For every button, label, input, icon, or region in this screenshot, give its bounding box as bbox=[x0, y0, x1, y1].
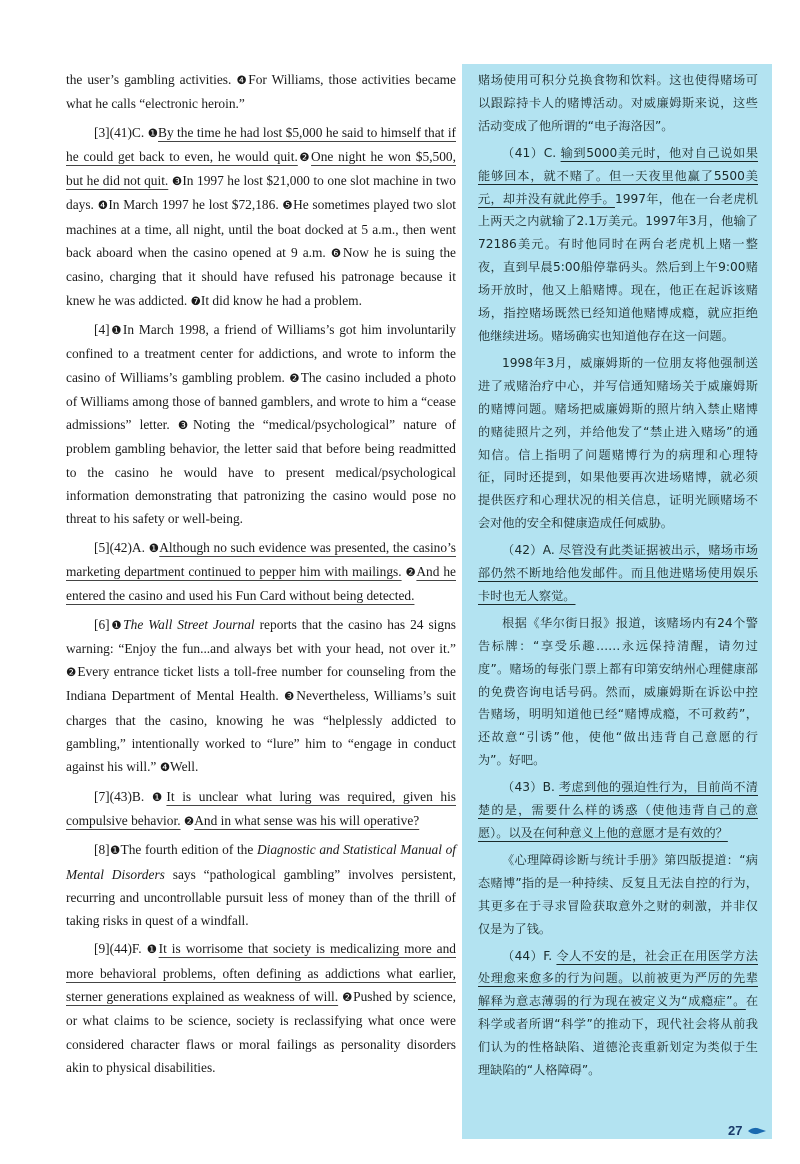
paragraph-number: [9](44)F. bbox=[94, 941, 147, 957]
translation-continuation: 赌场使用可积分兑换食物和饮料。这也使得赌场可以跟踪持卡人的赌博活动。对威廉姆斯来说，这些活动变成了他所谓的“电子海洛因”。 bbox=[478, 73, 758, 133]
answer-label: （43）B. bbox=[502, 780, 560, 795]
sentence-marker: ❷ bbox=[66, 665, 78, 680]
paragraph-8: [8]❶The fourth edition of the Diagnostic and Statistical Manual of Mental Disorders says “pathological gambling” involves persistent, recurring and uncontrollable pursuit less of money than of the thrill of taking risks in quest of a windfall. bbox=[66, 842, 456, 929]
sentence-marker: ❷ bbox=[289, 370, 301, 385]
sentence-marker: ❼ bbox=[190, 293, 201, 308]
paragraph-continuation: the user’s gambling activities. ❹For Williams, those activities became what he calls “electronic heroin.” bbox=[66, 72, 456, 112]
paragraph-7 bbox=[66, 785, 456, 834]
english-text-column bbox=[66, 68, 456, 1084]
translation-paragraph-6: 根据《华尔街日报》报道，该赌场内有24个警告标牌：“享受乐趣……永远保持清醒，请勿过度”。赌场的每张门票上都有印第安纳州心理健康部的免费咨询电话号码。然而，威廉姆斯在诉讼中控告赌场，明明知道他已经“赌博成瘾，不可救药”，还故意“引诱”他，使他“做出违背自己意愿的行为”。好吧。 bbox=[478, 615, 758, 768]
publication-title: The Wall Street Journal bbox=[123, 616, 255, 632]
paragraph-number: [7](43)B. bbox=[94, 788, 152, 804]
answer-sentence: By the time he had lost $5,000 he said to himself that if he could get back to even, he would quit. bbox=[66, 124, 456, 164]
answer-label: （41）C. bbox=[502, 145, 561, 160]
answer-translation: 尽管没有此类证据被出示，赌场市场部仍然不断地给他发邮件。而且他进赌场使用娱乐卡时也无人察觉。 bbox=[478, 543, 758, 603]
sentence-marker: ❺ bbox=[282, 198, 294, 213]
sentence-marker: ❶ bbox=[109, 617, 124, 632]
paragraph-5 bbox=[66, 536, 456, 608]
sentence-marker: ❶ bbox=[109, 322, 123, 337]
sentence-marker: ❸ bbox=[171, 174, 183, 189]
paragraph-number: [5](42)A. bbox=[94, 539, 149, 555]
translation-paragraph-5 bbox=[478, 539, 758, 608]
sentence-marker: ❷ bbox=[297, 149, 312, 164]
sentence-marker: ❶ bbox=[146, 942, 159, 957]
sentence-marker: ❸ bbox=[284, 689, 297, 704]
sentence-marker: ❶ bbox=[109, 843, 121, 858]
translation-paragraph-8: 《心理障碍诊断与统计手册》第四版提道：“病态赌博”指的是一种持续、反复且无法自控的行为，其更多在于寻求冒险获取意外之财的刺激，并非仅仅是为了钱。 bbox=[478, 852, 758, 936]
answer-sentence: It is worrisome that society is medicalizing more and more behavioral problems, often defining as addictions what earlier, sterner generations explained as weakness of will. bbox=[66, 941, 456, 1004]
paragraph-number: [3](41)C. bbox=[94, 124, 148, 140]
sentence-marker: ❻ bbox=[330, 246, 343, 261]
answer-label: （42）A. bbox=[502, 543, 559, 558]
paragraph-number: [8] bbox=[94, 842, 110, 858]
page-number: 27 bbox=[728, 1123, 743, 1138]
answer-translation: 令人不安的是，社会正在用医学方法处理愈来愈多的行为问题。以前被更为严厉的先辈解释为意志薄弱的行为现在被定义为“成瘾症”。 bbox=[478, 948, 758, 1009]
sentence-marker: ❷ bbox=[183, 813, 195, 828]
sentence-marker: ❷ bbox=[405, 564, 417, 579]
page-arrow-icon bbox=[748, 1126, 766, 1136]
paragraph-number: [6] bbox=[94, 616, 110, 632]
answer-sentence: And he entered the casino and used his Fun Card without being detected. bbox=[66, 563, 456, 604]
sentence-marker: ❷ bbox=[342, 989, 354, 1004]
answer-sentence: And in what sense was his will operative? bbox=[194, 812, 420, 828]
paragraph-number: [4] bbox=[94, 321, 110, 337]
answer-sentence: Although no such evidence was presented, the casino’s marketing department continued to pepper him with mailings. bbox=[66, 539, 457, 579]
sentence-marker: ❹ bbox=[159, 760, 171, 775]
paragraph-4: [4]❶In March 1998, a friend of Williams’s got him involuntarily confined to a treatment center for addictions, and wrote to inform the casino of Williams’s gambling problem. ❷The casino included a photo of Williams among those of banned gamblers, and wrote to him a “cease admissions” letter. ❸Noting the “medical/psychological” nature of problem gambling behavior, the letter said that before being readmitted to the casino he would have to present medical/psychological information demonstrating that patronizing the casino would pose no threat to his safety or well-being. bbox=[66, 321, 457, 527]
paragraph-9: [9](44)F. ❶It is worrisome that society is medicalizing more and more behavioral problems, often defining as addictions what earlier, sterner generations explained as weakness of will. ❷Pushed by science, or what claims to be science, society is reclassifying what once were considered character flaws or moral failings as personality disorders akin to physical disabilities. bbox=[66, 941, 456, 1075]
sentence-marker: ❶ bbox=[151, 789, 167, 804]
sentence-marker: ❶ bbox=[148, 540, 160, 555]
paragraph-6: [6]❶The Wall Street Journal reports that the casino has 24 signs warning: “Enjoy the fun...and always bet with your head, not over it.” ❷Every entrance ticket lists a toll-free number for counseling from the Indiana Department of Mental Health. ❸Nevertheless, Williams’s suit charges that the casino, knowing he was “helplessly addicted to gambling,” intentionally worked to “lure” him to “engage in conduct against his will.” ❹Well. bbox=[66, 616, 457, 775]
answer-label: （44）F. bbox=[502, 948, 557, 963]
answer-translation: 考虑到他的强迫性行为，目前尚不清楚的是，需要什么样的诱惑（使他违背自己的意愿）。以及在何种意义上他的意愿才是有效的？ bbox=[478, 780, 758, 840]
paragraph-3: [3](41)C. ❶By the time he had lost $5,000 he said to himself that if he could get back to even, he would quit.❷One night he won $5,500, but he did not quit. ❸In 1997 he lost $21,000 to one slot machine in two days. ❹In March 1997 he lost $72,186. ❺He sometimes played two slot machines at a time, all night, until the boat docked at 5 a.m., then went back aboard when the casino opened at 9 a.m. ❻Now he is suing the casino, charging that it should have refused his patronage because it knew he was addicted. ❼It did know he had a problem. bbox=[66, 124, 457, 308]
sentence-marker: ❶ bbox=[147, 125, 159, 140]
translation-panel bbox=[462, 64, 772, 1139]
sentence-marker: ❹ bbox=[236, 73, 249, 87]
translation-paragraph-4: 1998年3月，威廉姆斯的一位朋友将他强制送进了戒赌治疗中心，并写信通知赌场关于威廉姆斯的赌博问题。赌场把威廉姆斯的照片纳入禁止赌博的赌徒照片之列，并给他发了“禁止进入赌场”的通知信。信上指明了问题赌博行为的病理和心理特征，同时还提到，如果他要再次进场赌博，就必须提供医疗和心理状况的相关信息，证明光顾赌场不会对他的安全和健康造成任何威胁。 bbox=[478, 355, 758, 531]
publication-title: Diagnostic and Statistical Manual of Mental Disorders bbox=[66, 842, 456, 882]
sentence-marker: ❸ bbox=[177, 418, 193, 433]
sentence-marker: ❹ bbox=[97, 198, 109, 213]
translation-paragraph-3: （41）C. 输到5000美元时，他对自己说如果能够回本，就不赌了。但一天夜里他赢了5500美元，却并没有就此停手。1997年，他在一台老虎机上两天之内就输了2.1万美元。1997年3月，他输了72186美元。有时他同时在两台老虎机上赌一整夜，直到早晨5:00船停靠码头。然后到上午9:00赌场开放时，他又上船赌博。现在，他正在起诉该赌场，指控赌场既然已经知道他赌博成瘾，就应拒绝他继续进场。赌场确实也知道他存在这一问题。 bbox=[478, 145, 758, 343]
answer-sentence: It is unclear what luring was required, given his compulsive behavior. bbox=[66, 788, 456, 828]
translation-paragraph-7 bbox=[478, 776, 758, 845]
answer-translation: 输到5000美元时，他对自己说如果能够回本，就不赌了。但一天夜里他赢了5500美元，却并没有就此停手。 bbox=[478, 145, 758, 206]
translation-paragraph-9: （44）F. 令人不安的是，社会正在用医学方法处理愈来愈多的行为问题。以前被更为严厉的先辈解释为意志薄弱的行为现在被定义为“成瘾症”。在科学或者所谓“科学”的推动下，现代社会将从前我们认为的性格缺陷、道德沦丧重新划定为类似于生理缺陷的“人格障碍”。 bbox=[478, 948, 758, 1078]
answer-sentence: One night he won $5,500, but he did not quit. bbox=[66, 148, 456, 189]
